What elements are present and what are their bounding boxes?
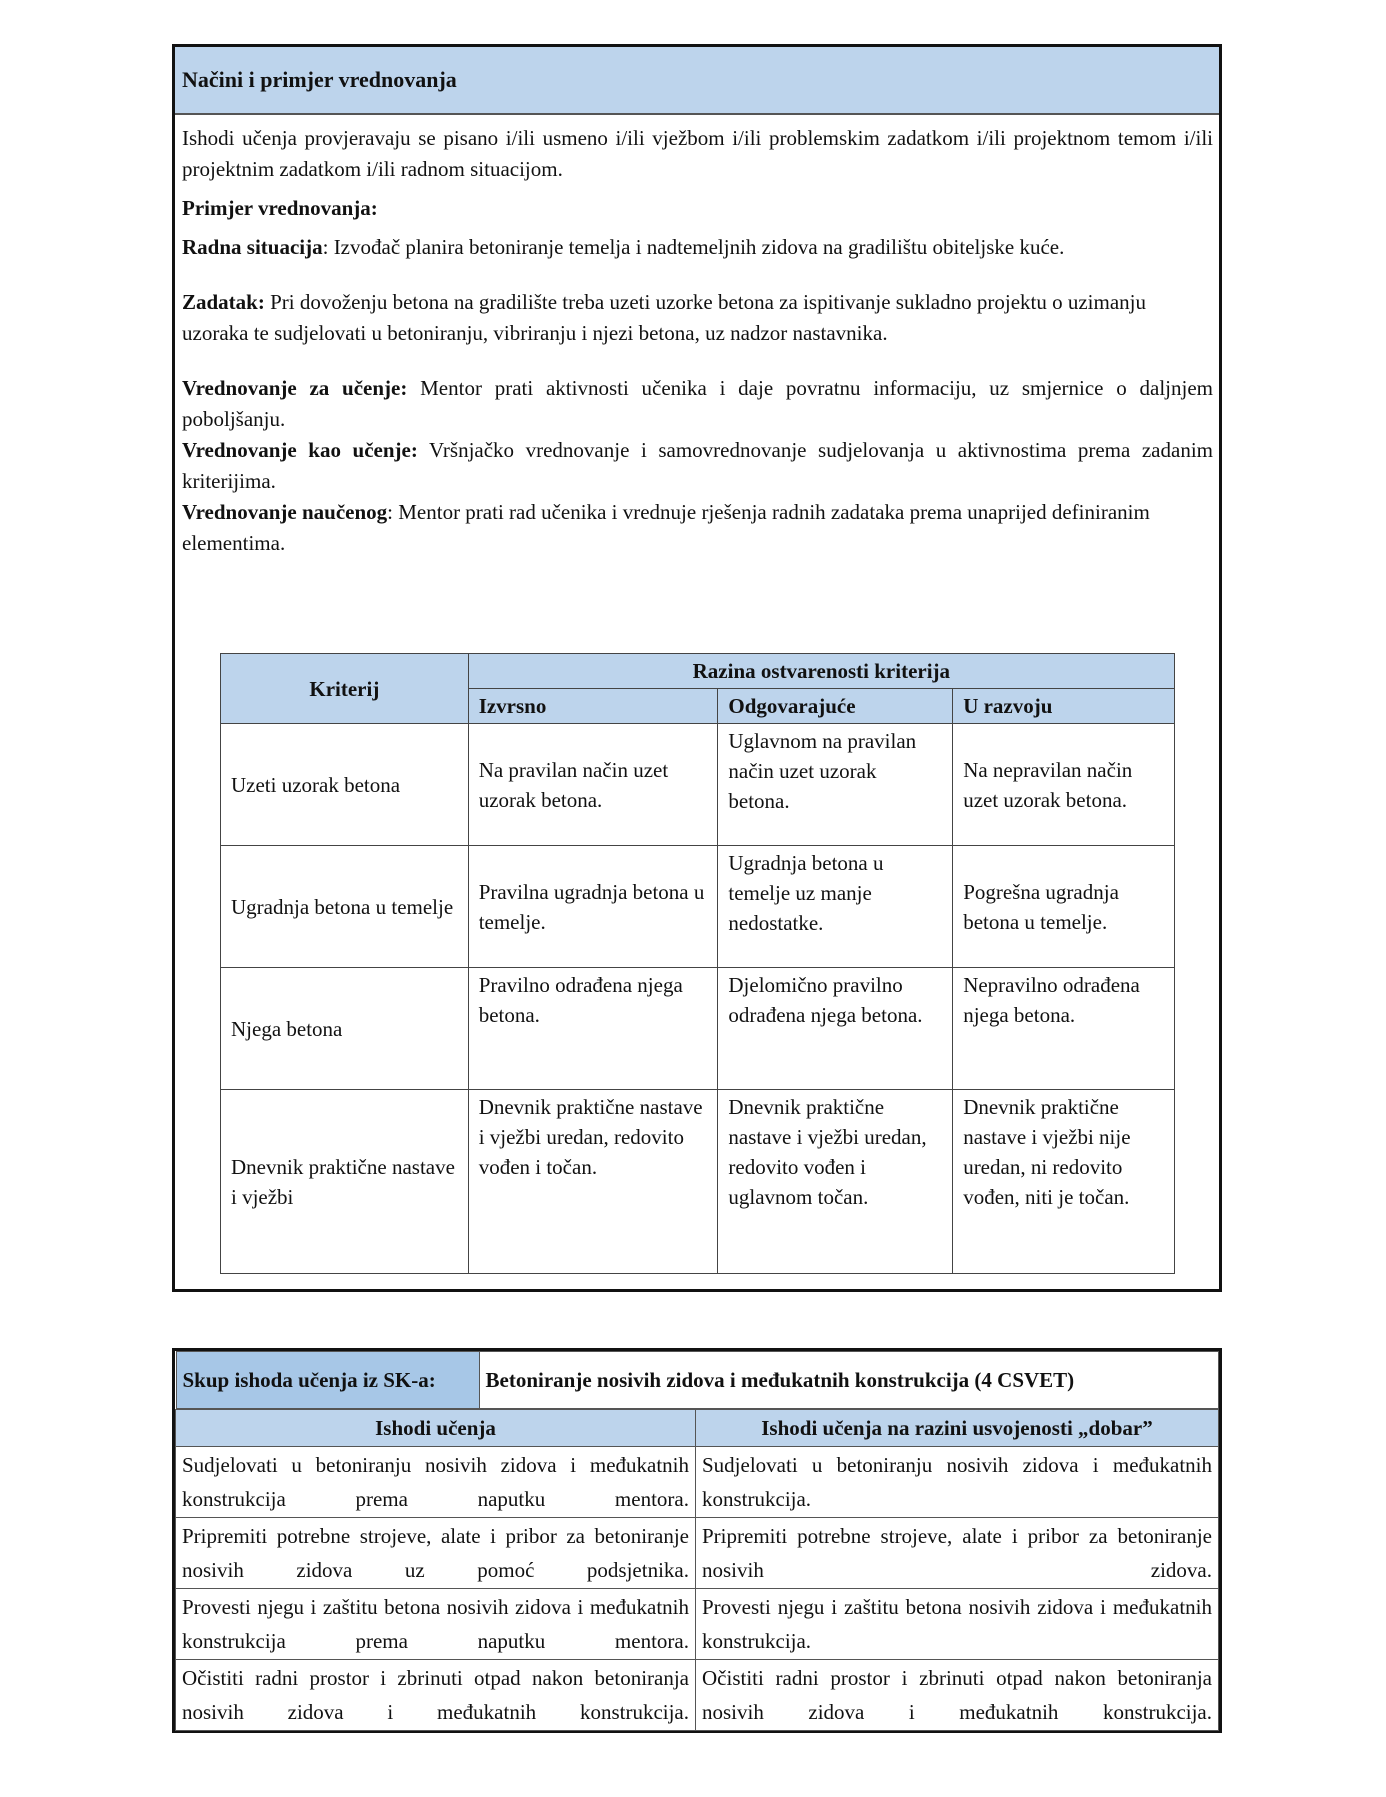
assessment-as-learning-text: Vršnjačko vrednovanje i samovrednovanje sudjelovanja u aktivnostima prema zadanim kriterijima.	[182, 438, 1213, 493]
task-text: Pri dovoženju betona na gradilište treba uzeti uzorke betona za ispitivanje sukladno projektu o uzimanju uzoraka te sudjelovati u betoniranju, vibriranju i njezi betona, uz nadzor nastavnika.	[182, 290, 1147, 345]
assessment-of-learning-paragraph	[182, 497, 1213, 559]
outcome-cell: Sudjelovati u betoniranju nosivih zidova i međukatnih konstrukcija prema naputku mentora.	[176, 1447, 696, 1518]
example-heading-text: Primjer vrednovanja:	[182, 196, 378, 220]
level-excellent: Izvrsno	[468, 689, 718, 724]
rubric-cell: Ugradnja betona u temelje uz manje nedostatke.	[718, 846, 953, 968]
level-header: Razina ostvarenosti kriterija	[468, 654, 1174, 689]
section-body	[175, 115, 1219, 559]
outcomes-header-row	[176, 1410, 1219, 1447]
outcome-good-cell: Očistiti radni prostor i zbrinuti otpad nakon betoniranja nosivih zidova i međukatnih konstrukcija.	[696, 1660, 1219, 1731]
outcome-set-row	[176, 1351, 1219, 1410]
level-adequate: Odgovarajuće	[718, 689, 953, 724]
outcome-good-cell: Pripremiti potrebne strojeve, alate i pribor za betoniranje nosivih zidova.	[696, 1518, 1219, 1589]
task-label: Zadatak:	[182, 290, 265, 314]
outcome-cell: Pripremiti potrebne strojeve, alate i pribor za betoniranje nosivih zidova uz pomoć podsjetnika.	[176, 1518, 696, 1589]
work-situation-paragraph	[182, 232, 1213, 263]
assessment-as-learning-label: Vrednovanje kao učenje:	[182, 438, 418, 462]
outcome-row	[176, 1518, 1219, 1589]
work-situation-label: Radna situacija	[182, 235, 323, 259]
assessment-for-learning-label: Vrednovanje za učenje:	[182, 376, 408, 400]
rubric-cell: Na nepravilan način uzet uzorak betona.	[953, 724, 1175, 846]
rubric-cell: Na pravilan način uzet uzorak betona.	[468, 724, 718, 846]
rubric-row	[221, 724, 1175, 846]
outcome-row	[176, 1589, 1219, 1660]
assessment-of-learning-label: Vrednovanje naučenog	[182, 500, 388, 524]
work-situation-text: : Izvođač planira betoniranje temelja i nadtemeljnih zidova na gradilištu obiteljske kuće.	[322, 235, 1065, 259]
outcome-cell: Provesti njegu i zaštitu betona nosivih zidova i međukatnih konstrukcija prema naputku mentora.	[176, 1589, 696, 1660]
rubric-row	[221, 968, 1175, 1090]
example-heading	[182, 193, 1213, 224]
rubric-cell: Nepravilno odrađena njega betona.	[953, 968, 1175, 1090]
rubric-header-row	[221, 654, 1175, 689]
rubric-row	[221, 1090, 1175, 1274]
learning-outcomes-section	[172, 1348, 1222, 1733]
outcomes-header: Ishodi učenja	[176, 1410, 696, 1447]
assessment-section	[172, 44, 1222, 1292]
rubric-cell: Dnevnik praktične nastave i vježbi uredan, redovito vođen i točan.	[468, 1090, 718, 1274]
assessment-for-learning-paragraph	[182, 373, 1213, 435]
level-developing: U razvoju	[953, 689, 1175, 724]
assessment-as-learning-paragraph	[182, 435, 1213, 497]
criterion-cell: Uzeti uzorak betona	[221, 724, 469, 846]
assessment-of-learning-text: : Mentor prati rad učenika i vrednuje rješenja radnih zadataka prema unaprijed definiranim elementima.	[182, 500, 1150, 555]
rubric-table	[220, 653, 1175, 1274]
rubric-row	[221, 846, 1175, 968]
section-title: Načini i primjer vrednovanja	[175, 47, 1219, 115]
outcomes-good-header: Ishodi učenja na razini usvojenosti „dobar”	[696, 1410, 1219, 1447]
outcome-good-cell: Provesti njegu i zaštitu betona nosivih zidova i međukatnih konstrukcija.	[696, 1589, 1219, 1660]
rubric-cell: Uglavnom na pravilan način uzet uzorak betona.	[718, 724, 953, 846]
outcome-set-value: Betoniranje nosivih zidova i međukatnih konstrukcija (4 CSVET)	[479, 1352, 1218, 1409]
criterion-cell: Ugradnja betona u temelje	[221, 846, 469, 968]
outcome-set-label: Skup ishoda učenja iz SK-a:	[176, 1352, 479, 1409]
intro-paragraph: Ishodi učenja provjeravaju se pisano i/ili usmeno i/ili vježbom i/ili problemskim zadatkom i/ili projektnom temom i/ili projektnim zadatkom i/ili radnom situacijom.	[182, 126, 1213, 181]
outcome-row	[176, 1660, 1219, 1731]
rubric-cell: Pogrešna ugradnja betona u temelje.	[953, 846, 1175, 968]
rubric-cell: Dnevnik praktične nastave i vježbi uredan, redovito vođen i uglavnom točan.	[718, 1090, 953, 1274]
rubric-cell: Dnevnik praktične nastave i vježbi nije uredan, ni redovito vođen, niti je točan.	[953, 1090, 1175, 1274]
rubric-cell: Pravilno odrađena njega betona.	[468, 968, 718, 1090]
outcome-cell: Očistiti radni prostor i zbrinuti otpad nakon betoniranja nosivih zidova i međukatnih konstrukcija.	[176, 1660, 696, 1731]
task-paragraph	[182, 287, 1213, 349]
rubric-cell: Djelomično pravilno odrađena njega betona.	[718, 968, 953, 1090]
learning-outcomes-table	[175, 1351, 1219, 1731]
criterion-header: Kriterij	[221, 654, 469, 724]
criterion-cell: Njega betona	[221, 968, 469, 1090]
rubric-cell: Pravilna ugradnja betona u temelje.	[468, 846, 718, 968]
outcome-row	[176, 1447, 1219, 1518]
outcome-good-cell: Sudjelovati u betoniranju nosivih zidova i međukatnih konstrukcija.	[696, 1447, 1219, 1518]
assessment-for-learning-text: Mentor prati aktivnosti učenika i daje povratnu informaciju, uz smjernice o daljnjem poboljšanju.	[182, 376, 1213, 431]
criterion-cell: Dnevnik praktične nastave i vježbi	[221, 1090, 469, 1274]
